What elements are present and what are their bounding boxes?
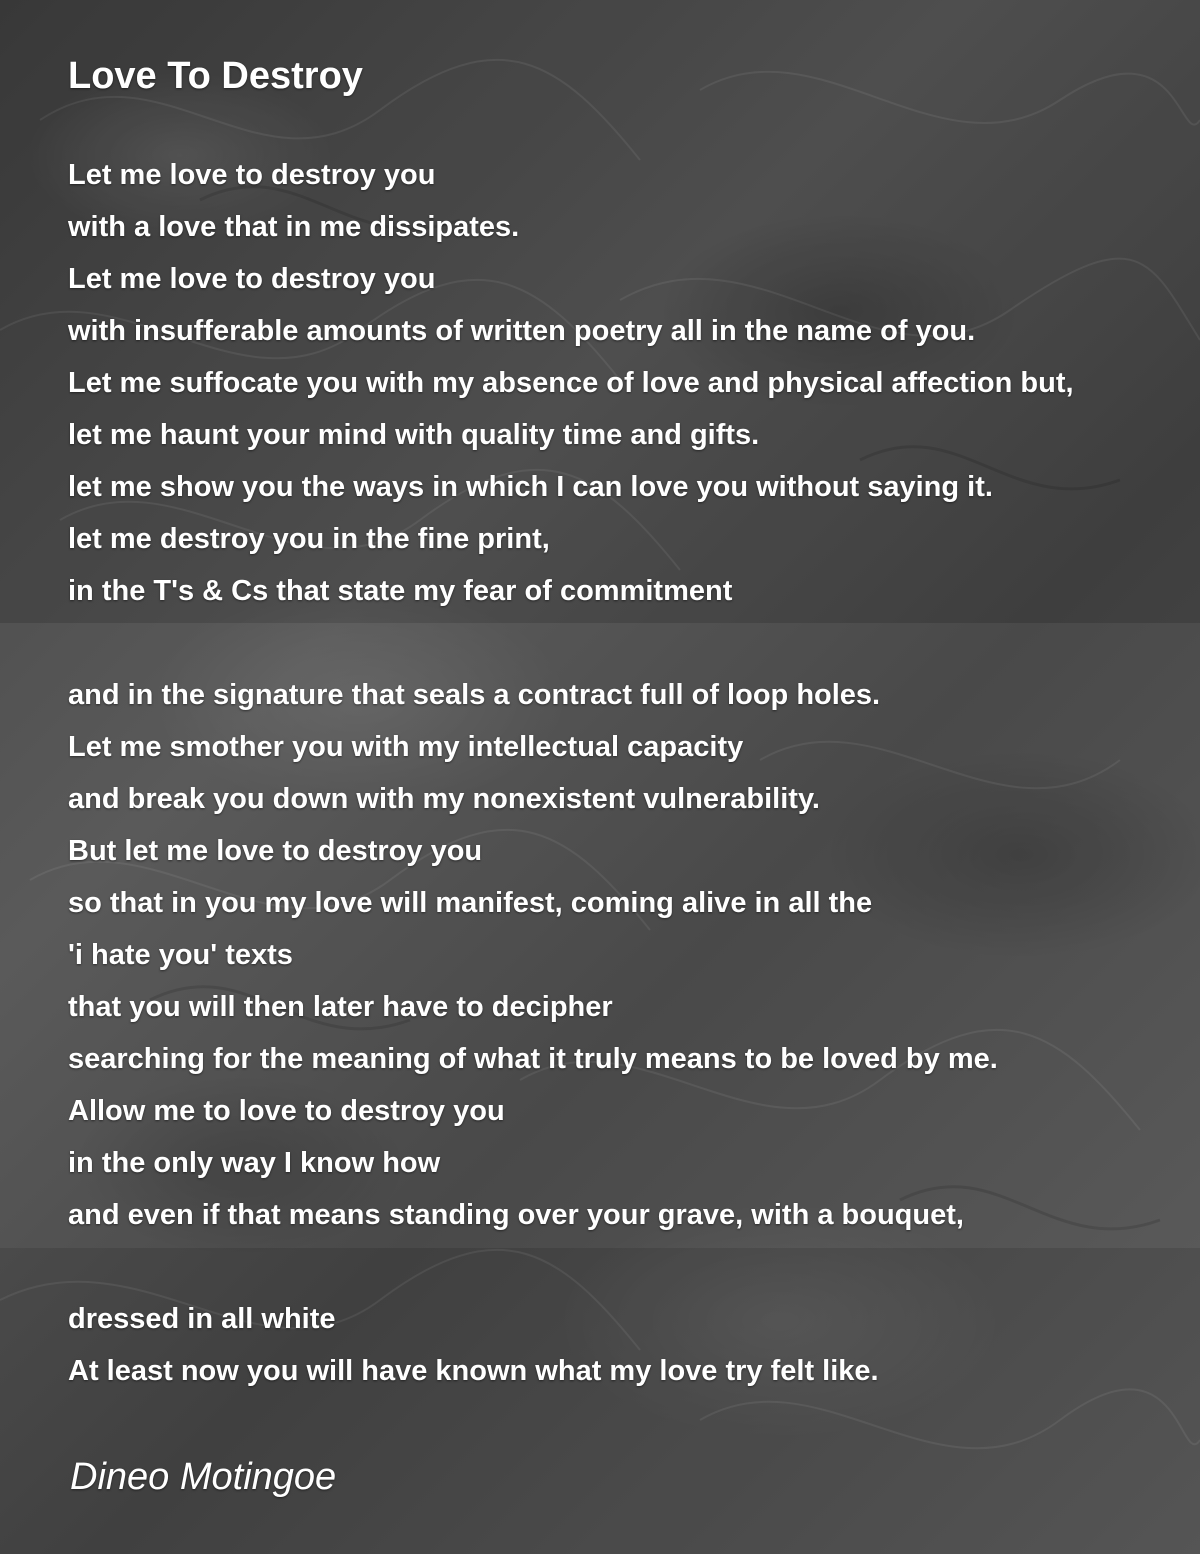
poem-line: Let me love to destroy you [68, 159, 436, 191]
poem-author: Dineo Motingoe [70, 1456, 337, 1498]
poem-line: 'i hate you' texts [68, 939, 293, 971]
poem-line: so that in you my love will manifest, coming alive in all the [68, 887, 873, 919]
poem-line: with insufferable amounts of written poetry all in the name of you. [68, 315, 976, 347]
poem-line: Allow me to love to destroy you [68, 1095, 505, 1127]
poem-line: But let me love to destroy you [68, 835, 483, 867]
poem-line: and in the signature that seals a contract full of loop holes. [68, 679, 881, 711]
poem-line: Let me love to destroy you [68, 263, 436, 295]
poem-line: searching for the meaning of what it truly means to be loved by me. [68, 1043, 998, 1075]
poem-line: let me destroy you in the fine print, [68, 523, 550, 555]
poem-line: dressed in all white [68, 1303, 336, 1335]
poem-title: Love To Destroy [68, 55, 363, 97]
poem-line: Let me smother you with my intellectual capacity [68, 731, 744, 763]
stanza-1 [68, 149, 1074, 617]
poem-line: let me show you the ways in which I can love you without saying it. [68, 471, 993, 503]
poem-line: At least now you will have known what my love try felt like. [68, 1355, 879, 1387]
poem-line: and break you down with my nonexistent vulnerability. [68, 783, 820, 815]
poem-line: in the T's & Cs that state my fear of commitment [68, 575, 733, 607]
poem-line: Let me suffocate you with my absence of love and physical affection but, [68, 367, 1074, 399]
poem-line: that you will then later have to decipher [68, 991, 613, 1023]
poem-line: and even if that means standing over your grave, with a bouquet, [68, 1199, 964, 1231]
poem-line: in the only way I know how [68, 1147, 441, 1179]
poem-line: with a love that in me dissipates. [68, 211, 520, 243]
poem-line: let me haunt your mind with quality time and gifts. [68, 419, 760, 451]
stanza-2 [68, 669, 998, 1241]
stanza-3 [68, 1293, 879, 1397]
